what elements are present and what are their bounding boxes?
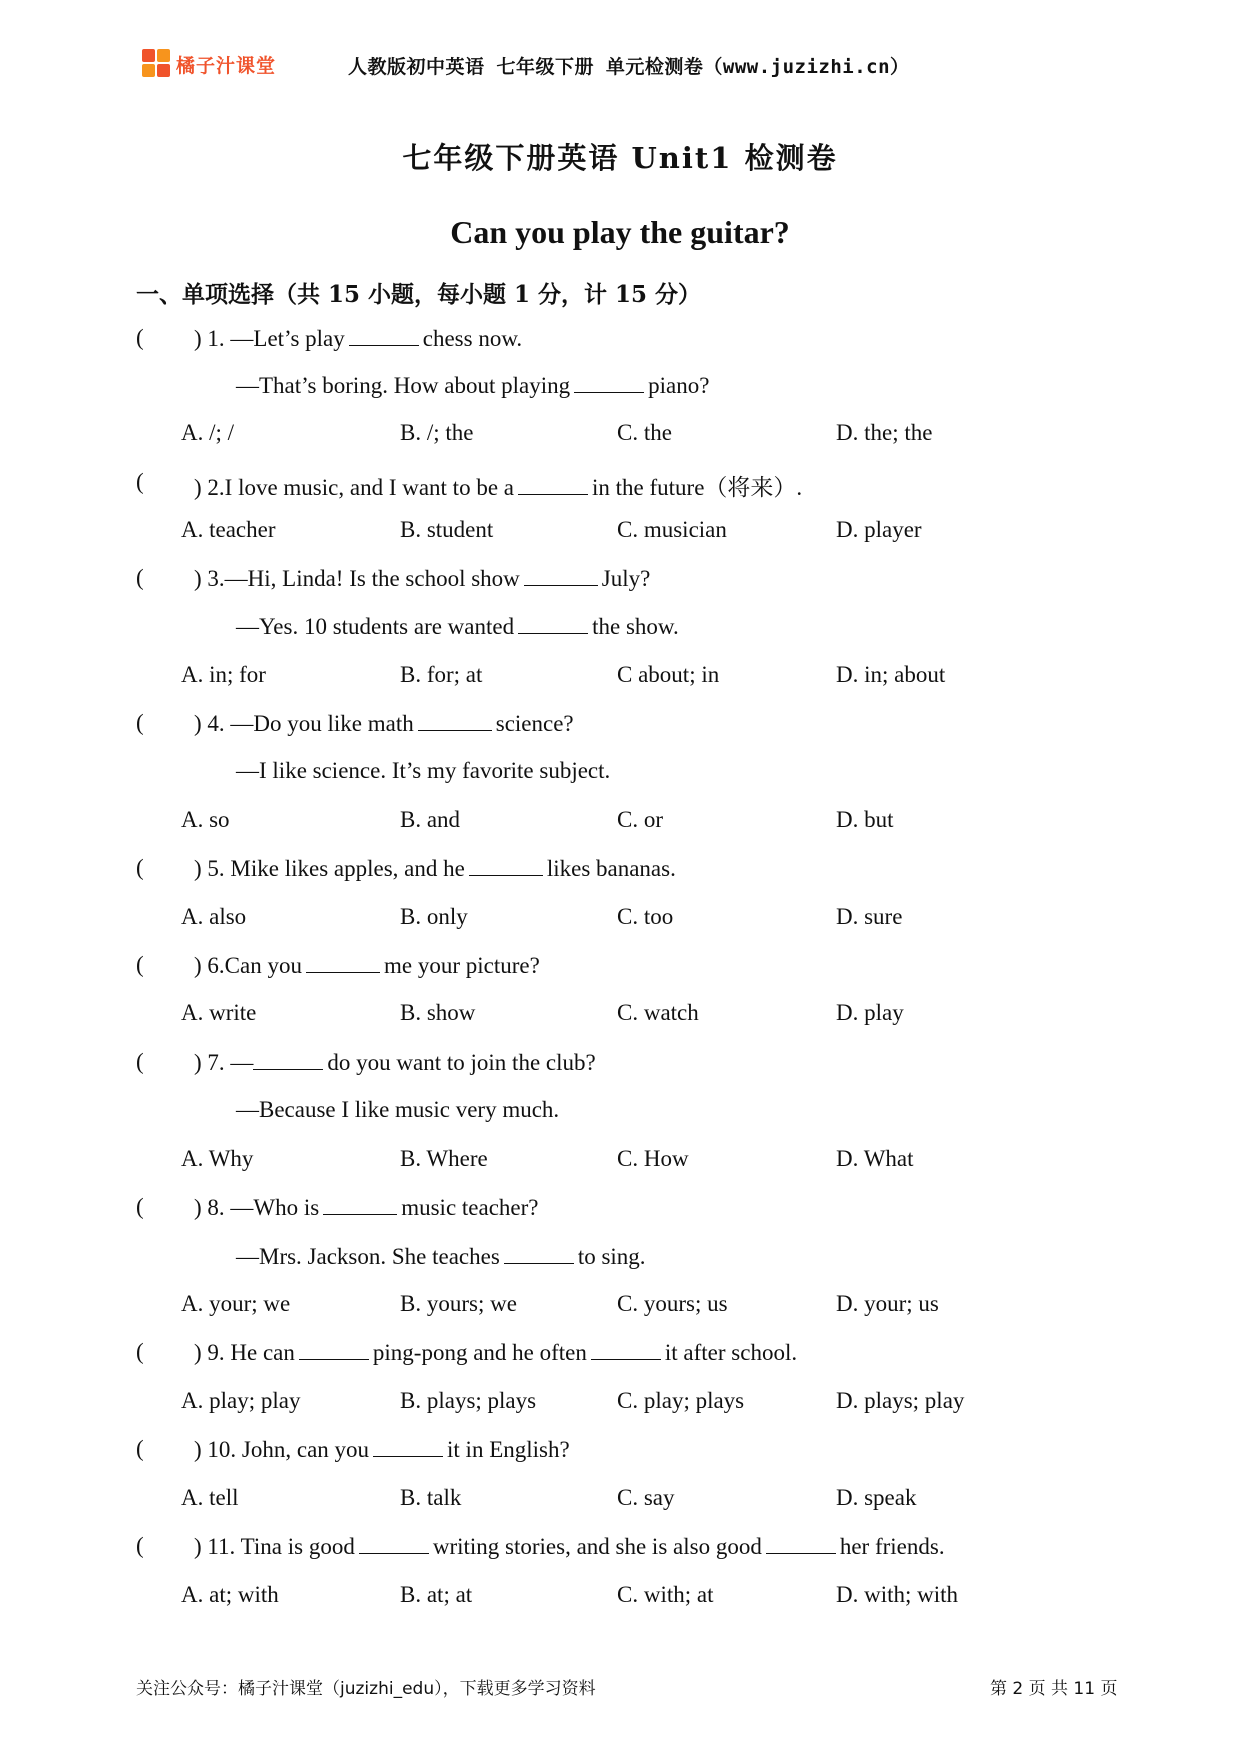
option-d: D. with; with <box>836 1582 959 1607</box>
question-4-line-2 <box>0 758 1240 794</box>
question-text: ) 5. Mike likes apples, and he likes bananas. <box>194 856 676 881</box>
question-7-options <box>0 1146 1240 1182</box>
answer-paren: ( <box>136 1049 144 1074</box>
option-d: D. plays; play <box>836 1388 965 1413</box>
option-b: B. for; at <box>400 662 483 687</box>
question-7 <box>0 1049 1240 1085</box>
option-b: B. only <box>400 904 468 929</box>
question-11 <box>0 1533 1240 1569</box>
option-a: A. your; we <box>181 1291 291 1316</box>
option-c: C. yours; us <box>617 1291 728 1316</box>
option-d: D. the; the <box>836 420 933 445</box>
option-a: A. at; with <box>181 1582 279 1607</box>
logo-icon <box>142 49 172 79</box>
question-8-line-2 <box>0 1243 1240 1279</box>
answer-blank <box>359 1533 429 1554</box>
section-heading: 一、单项选择（共 15 小题，每小题 1 分，计 15 分） <box>136 281 702 308</box>
option-d: D. speak <box>836 1485 917 1510</box>
question-4-options <box>0 807 1240 843</box>
question-text: —Because I like music very much. <box>236 1097 560 1122</box>
option-c: C. watch <box>617 1000 699 1025</box>
option-a: A. /; / <box>181 420 235 445</box>
answer-paren: ( <box>136 1194 144 1219</box>
answer-blank <box>418 710 492 731</box>
option-c: C about; in <box>617 662 720 687</box>
option-c: C. or <box>617 807 663 832</box>
option-c: C. musician <box>617 517 727 542</box>
answer-blank <box>469 855 543 876</box>
question-text: ) 10. John, can you it in English? <box>194 1437 570 1462</box>
option-d: D. What <box>836 1146 914 1171</box>
question-10-options <box>0 1485 1240 1521</box>
question-6-options <box>0 1000 1240 1036</box>
option-c: C. with; at <box>617 1582 714 1607</box>
question-text: —That’s boring. How about playing piano? <box>236 373 710 398</box>
answer-paren: ( <box>136 710 144 735</box>
answer-paren: ( <box>136 1339 144 1364</box>
option-b: B. plays; plays <box>400 1388 537 1413</box>
question-text: ) 6.Can you me your picture? <box>194 953 540 978</box>
option-a: A. so <box>181 807 230 832</box>
question-11-options <box>0 1582 1240 1618</box>
question-2 <box>0 469 1240 505</box>
answer-paren: ( <box>136 565 144 590</box>
option-a: A. also <box>181 904 247 929</box>
question-3-line-2 <box>0 613 1240 649</box>
answer-blank <box>299 1339 369 1360</box>
answer-blank <box>373 1436 443 1457</box>
answer-blank <box>504 1243 574 1264</box>
question-5-options <box>0 904 1240 940</box>
option-d: D. sure <box>836 904 903 929</box>
answer-blank <box>349 325 419 346</box>
question-1 <box>0 325 1240 361</box>
option-d: D. but <box>836 807 894 832</box>
option-b: B. student <box>400 517 494 542</box>
option-a: A. play; play <box>181 1388 301 1413</box>
footer-note: 关注公众号：橘子汁课堂（juzizhi_edu），下载更多学习资料 <box>136 1679 596 1699</box>
answer-paren: ( <box>136 1436 144 1461</box>
answer-paren: ( <box>136 469 144 494</box>
question-6 <box>0 952 1240 988</box>
answer-paren: ( <box>136 855 144 880</box>
question-8-options <box>0 1291 1240 1327</box>
question-9 <box>0 1339 1240 1375</box>
option-a: A. in; for <box>181 662 266 687</box>
option-b: B. show <box>400 1000 476 1025</box>
answer-blank <box>766 1533 836 1554</box>
question-text: ) 7. — do you want to join the club? <box>194 1050 596 1075</box>
option-a: A. tell <box>181 1485 239 1510</box>
option-b: B. talk <box>400 1485 462 1510</box>
question-text: —Mrs. Jackson. She teaches to sing. <box>236 1244 646 1269</box>
question-10 <box>0 1436 1240 1472</box>
page-number: 第 2 页 共 11 页 <box>990 1679 1118 1699</box>
option-b: B. Where <box>400 1146 488 1171</box>
option-d: D. your; us <box>836 1291 939 1316</box>
option-c: C. too <box>617 904 674 929</box>
answer-blank <box>253 1049 323 1070</box>
exam-title: 七年级下册英语 Unit1 检测卷 <box>402 141 838 175</box>
question-text: ) 2.I love music, and I want to be a in the future（将来）. <box>194 475 803 500</box>
question-4 <box>0 710 1240 746</box>
option-c: C. How <box>617 1146 689 1171</box>
answer-blank <box>323 1194 397 1215</box>
question-text: ) 3.—Hi, Linda! Is the school show July? <box>194 566 651 591</box>
question-1-line-2 <box>0 372 1240 408</box>
option-c: C. the <box>617 420 672 445</box>
option-d: D. player <box>836 517 922 542</box>
answer-paren: ( <box>136 325 144 350</box>
logo <box>142 48 276 80</box>
option-b: B. at; at <box>400 1582 473 1607</box>
option-b: B. and <box>400 807 461 832</box>
page-header <box>142 44 1102 84</box>
option-a: A. write <box>181 1000 257 1025</box>
answer-paren: ( <box>136 1533 144 1558</box>
answer-blank <box>591 1339 661 1360</box>
unit-title: Can you play the guitar? <box>450 214 790 250</box>
question-5 <box>0 855 1240 891</box>
question-text: ) 9. He can ping-pong and he often it after school. <box>194 1340 798 1365</box>
option-c: C. say <box>617 1485 675 1510</box>
question-3-options <box>0 662 1240 698</box>
option-c: C. play; plays <box>617 1388 745 1413</box>
question-1-options <box>0 420 1240 456</box>
question-8 <box>0 1194 1240 1230</box>
option-b: B. /; the <box>400 420 474 445</box>
question-9-options <box>0 1388 1240 1424</box>
answer-blank <box>306 952 380 973</box>
question-text: —Yes. 10 students are wanted the show. <box>236 614 679 639</box>
answer-blank <box>574 372 644 393</box>
question-7-line-2 <box>0 1097 1240 1133</box>
question-2-options <box>0 517 1240 553</box>
answer-blank <box>518 474 588 495</box>
question-text: ) 11. Tina is good writing stories, and she is also good her friends. <box>194 1534 945 1559</box>
option-d: D. play <box>836 1000 904 1025</box>
option-d: D. in; about <box>836 662 946 687</box>
question-3 <box>0 565 1240 601</box>
option-b: B. yours; we <box>400 1291 517 1316</box>
question-text: —I like science. It’s my favorite subject. <box>236 758 611 783</box>
question-text: ) 1. —Let’s play chess now. <box>194 326 523 351</box>
logo-text: 橘子汁课堂 <box>176 54 277 77</box>
answer-blank <box>524 565 598 586</box>
question-text: ) 8. —Who is music teacher? <box>194 1195 539 1220</box>
option-a: A. teacher <box>181 517 276 542</box>
answer-blank <box>518 613 588 634</box>
question-text: ) 4. —Do you like math science? <box>194 711 574 736</box>
option-a: A. Why <box>181 1146 254 1171</box>
answer-paren: ( <box>136 952 144 977</box>
header-title: 人教版初中英语 七年级下册 单元检测卷（www.juzizhi.cn） <box>348 56 910 78</box>
